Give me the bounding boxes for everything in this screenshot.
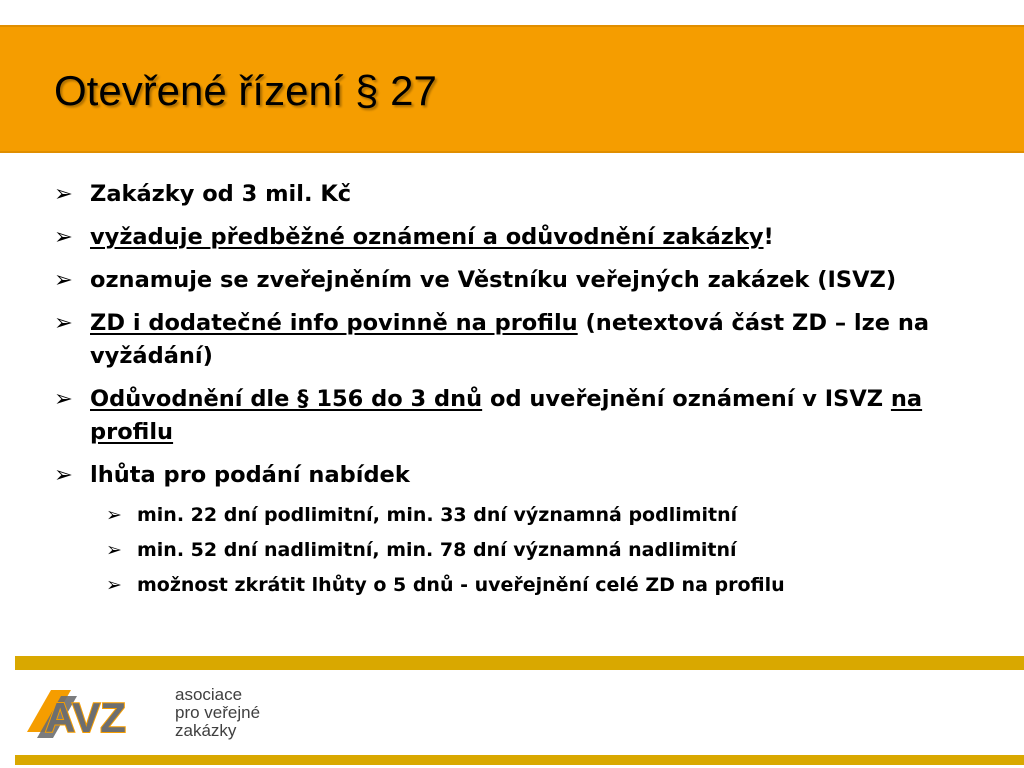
sub-bullet-item <box>50 502 985 528</box>
slide-content <box>50 178 985 607</box>
arrow-bullet-icon: ➢ <box>106 539 122 561</box>
bullet-text-underlined: Odůvodnění dle § 156 do 3 dnů <box>90 386 483 412</box>
arrow-bullet-icon: ➢ <box>54 386 73 412</box>
bullet-text: (netextová část ZD – lze na vyžádání) <box>90 310 930 369</box>
sub-bullet-text: min. 52 dní nadlimitní, min. 78 dní významná nadlimitní <box>137 539 737 561</box>
footer-divider-top <box>15 656 1024 670</box>
logo-line: pro veřejné <box>175 703 261 722</box>
bullet-text: ! <box>763 224 774 250</box>
bullet-text-underlined: ZD i dodatečné info povinně na profilu <box>90 310 578 336</box>
arrow-bullet-icon: ➢ <box>54 267 73 293</box>
bullet-item <box>50 459 985 492</box>
sub-bullet-item <box>50 572 985 598</box>
arrow-bullet-icon: ➢ <box>106 574 122 596</box>
bullet-text: lhůta pro podání nabídek <box>90 462 410 488</box>
slide-title: Otevřené řízení § 27 <box>54 67 437 114</box>
logo-caption <box>175 686 260 740</box>
arrow-bullet-icon: ➢ <box>54 310 73 336</box>
bullet-item <box>50 264 985 297</box>
arrow-bullet-icon: ➢ <box>106 504 122 526</box>
sub-bullet-item <box>50 537 985 563</box>
arrow-bullet-icon: ➢ <box>54 224 73 250</box>
bullet-item <box>50 307 985 373</box>
bullet-text: Zakázky od 3 mil. Kč <box>90 181 352 207</box>
logo-line: asociace <box>175 685 243 704</box>
arrow-bullet-icon: ➢ <box>54 181 73 207</box>
bullet-text: od uveřejnění oznámení v ISVZ <box>482 386 891 412</box>
bullet-item <box>50 383 985 449</box>
footer-divider-bottom <box>15 755 1024 765</box>
logo-line: zakázky <box>175 721 237 740</box>
logo-mark: AVZ <box>45 694 126 740</box>
sub-bullet-text: možnost zkrátit lhůty o 5 dnů - uveřejnění celé ZD na profilu <box>137 574 785 596</box>
title-band <box>0 25 1024 153</box>
bullet-item <box>50 221 985 254</box>
bullet-item <box>50 178 985 211</box>
bullet-text-underlined: vyžaduje předběžné oznámení a odůvodnění zakázky <box>90 224 764 250</box>
avz-logo <box>27 688 167 740</box>
bullet-text-underlined: na profilu <box>90 386 923 445</box>
sub-bullet-text: min. 22 dní podlimitní, min. 33 dní významná podlimitní <box>137 504 738 526</box>
bullet-text: oznamuje se zveřejněním ve Věstníku veřejných zakázek (ISVZ) <box>90 267 897 293</box>
arrow-bullet-icon: ➢ <box>54 462 73 488</box>
